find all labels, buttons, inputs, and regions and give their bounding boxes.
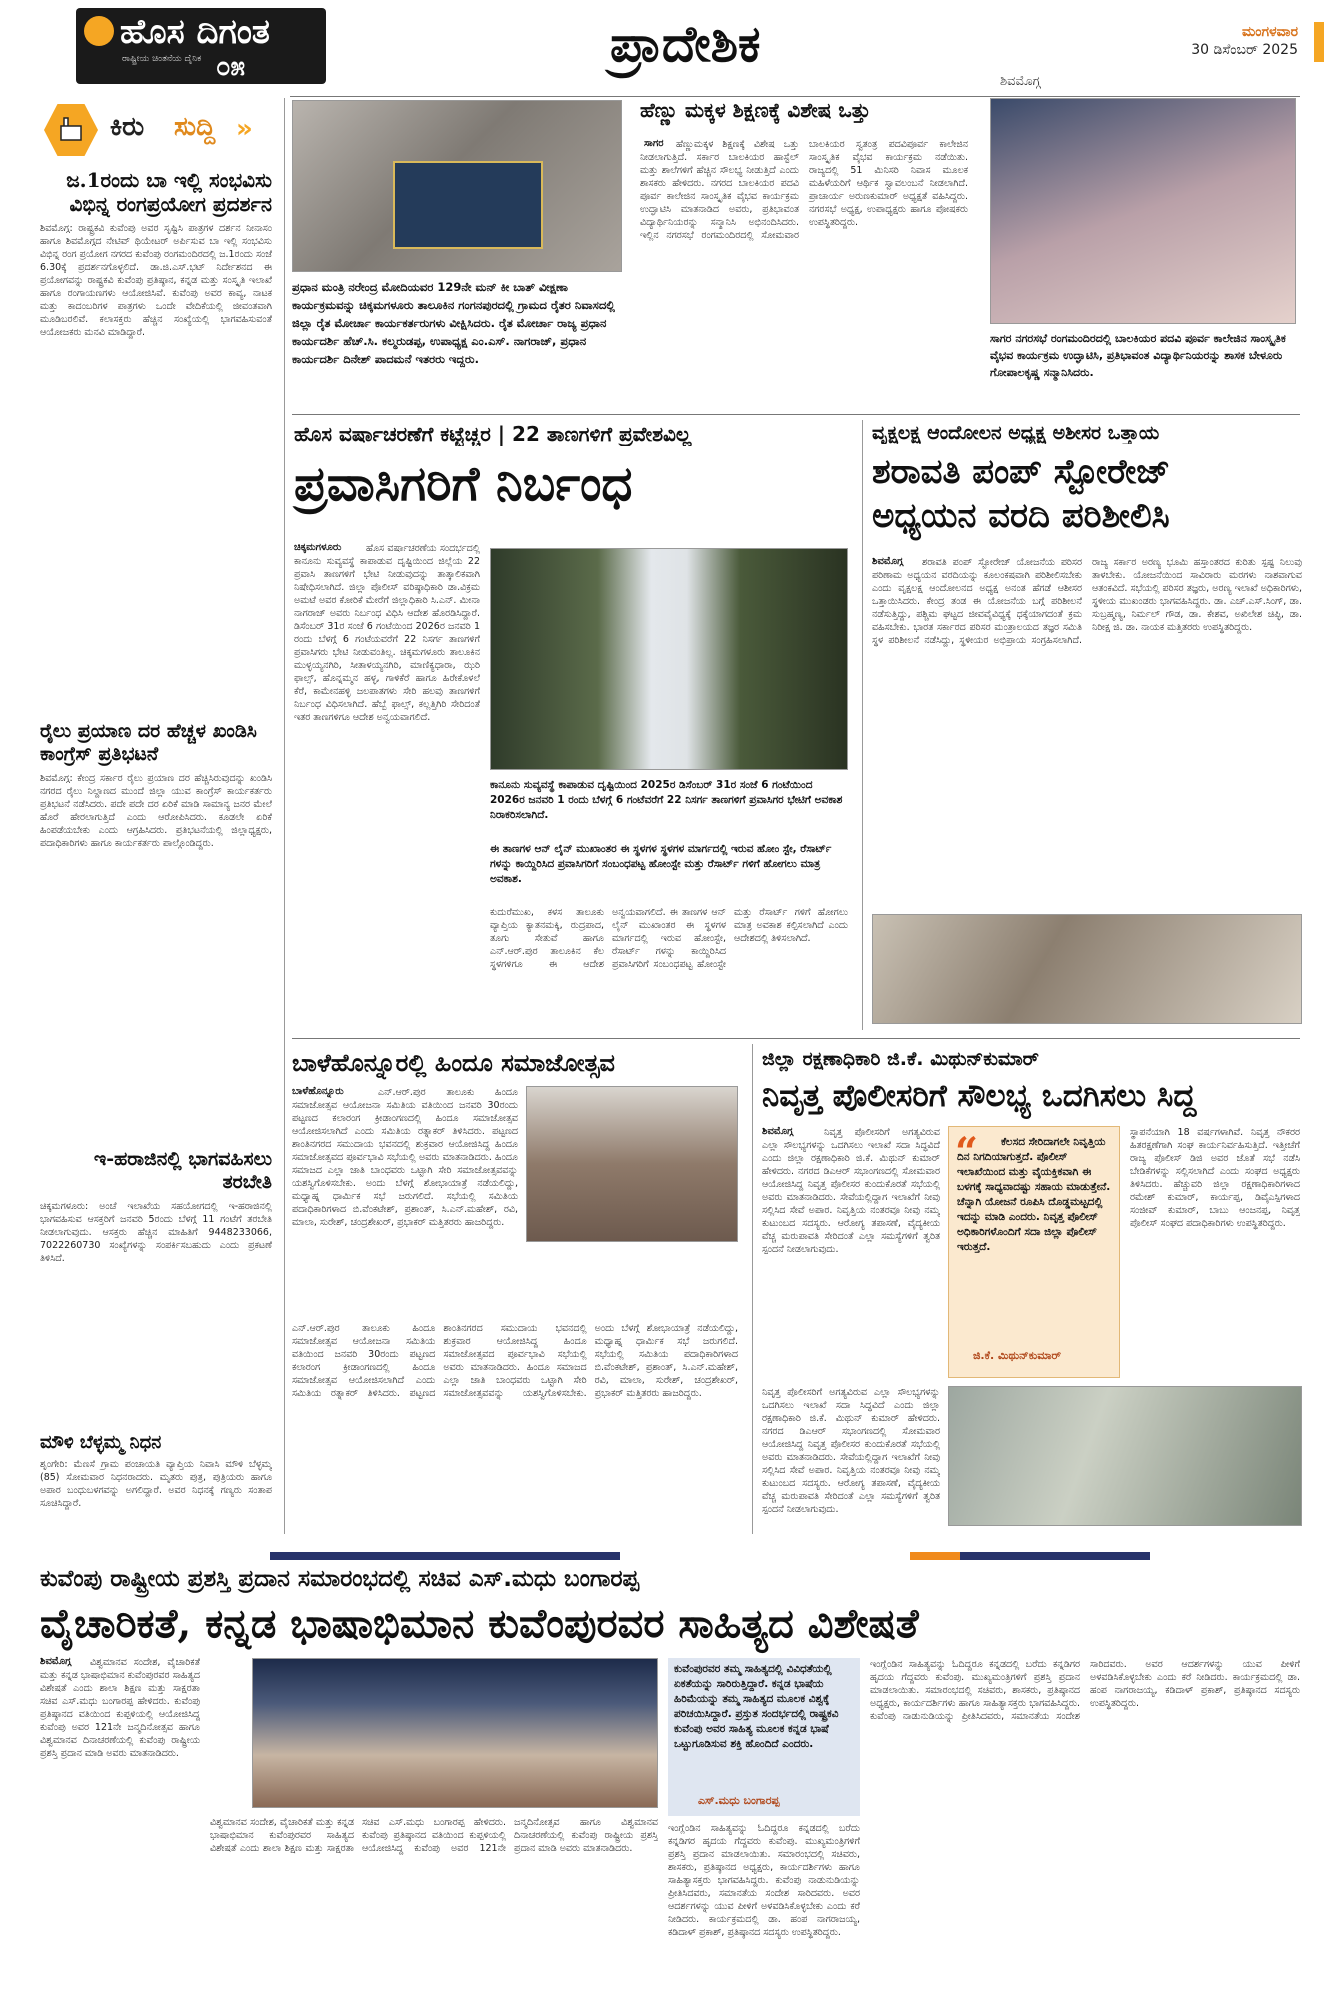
sharavathi-story xyxy=(872,420,1302,1030)
dateline: ಶಿವಮೊಗ್ಗ xyxy=(762,1126,794,1137)
section-rule xyxy=(292,414,1300,415)
body: ಹೆಣ್ಣುಮಕ್ಕಳ ಶಿಕ್ಷಣಕ್ಕೆ ವಿಶೇಷ ಒತ್ತು ನೀಡಲಾಗುತ್ತಿದೆ. ಸರ್ಕಾರ ಬಾಲಕಿಯರ ಹಾಸ್ಟೆಲ್ ಮತ್ತು ಶಾಲೆಗಳಿಗೆ ಹೆಚ್ಚಿನ ಸೌಲಭ್ಯ ನೀಡುತ್ತಿದೆ ಎಂದು ಶಾಸಕರು ಹೇಳಿದರು. ನಗರದ ಬಾಲಕಿಯರ ಪದವಿ ಪೂರ್ವ ಕಾಲೇಜಿನ ಸಾಂಸ್ಕೃತಿಕ ವೈಭವ ಕಾರ್ಯಕ್ರಮ ಉದ್ಘಾಟಿಸಿ ಮಾತನಾಡಿದ ಅವರು, ಪ್ರತಿಭಾವಂತ ವಿದ್ಯಾರ್ಥಿನಿಯರನ್ನು ಸನ್ಮಾನಿಸಿ ಅಭಿನಂದಿಸಿದರು. ಇಲ್ಲಿನ ನಗರಸಭೆ ರಂಗಮಂದಿರದಲ್ಲಿ ಸೋಮವಾರ ಬಾಲಕಿಯರ ಸ್ವತಂತ್ರ ಪದವಿಪೂರ್ವ ಕಾಲೇಜಿನ ಸಾಂಸ್ಕೃತಿಕ ವೈಭವ ಕಾರ್ಯಕ್ರಮ ನಡೆಯಿತು. ರಾಜ್ಯದಲ್ಲಿ 51 ಮಿನಿಸರಿ ನಿವಾಸ ಮೂಲಕ ಮಹಿಳೆಯರಿಗೆ ಆರ್ಥಿಕ ಸ್ವಾವಲಂಬನೆ ನೀಡಲಾಗಿದೆ. ಪ್ರಾಚಾರ್ಯ ಅರುಣಕುಮಾರ್ ಅಧ್ಯಕ್ಷತೆ ವಹಿಸಿದ್ದರು. ನಗರಸಭೆ ಅಧ್ಯಕ್ಷ, ಉಪಾಧ್ಯಕ್ಷರು ಹಾಗೂ ಪೋಷಕರು ಉಪಸ್ಥಿತರಿದ್ದರು. xyxy=(640,139,968,241)
column-rule xyxy=(284,98,285,1534)
group-photo xyxy=(526,1086,738,1242)
headline-2: ಅಧ್ಯಯನ ವರದಿ ಪರಿಶೀಲಿಸಿ xyxy=(872,496,1170,536)
masthead xyxy=(0,0,1338,98)
kicker: ಹೊಸ ವರ್ಷಾಚರಣೆಗೆ ಕಟ್ಟೆಚ್ಚರ | 22 ತಾಣಗಳಿಗೆ ಪ್ರವೇಶವಿಲ್ಲ xyxy=(294,422,692,446)
quote-box xyxy=(948,1126,1120,1378)
kirusuddi-badge xyxy=(40,100,270,160)
brief-1 xyxy=(40,168,272,698)
headline-1: ಶರಾವತಿ ಪಂಪ್ ಸ್ಟೋರೇಜ್ xyxy=(872,452,1171,492)
body-right-1: ಇಂಗ್ಲೆಂಡಿನ ಸಾಹಿತ್ಯವನ್ನು ಓದಿದ್ದರೂ ಕನ್ನಡದಲ್ಲಿ ಬರೆದು ಕನ್ನಡಿಗರ ಹೃದಯ ಗೆದ್ದವರು ಕುವೆಂಪು. ಮುಖ್ಯಮಂತ್ರಿಗಳಿಗೆ ಪ್ರಶಸ್ತಿ ಪ್ರದಾನ ಮಾಡಲಾಯಿತು. ಸಮಾರಂಭದಲ್ಲಿ ಸಚಿವರು, ಶಾಸಕರು, ಪ್ರತಿಷ್ಠಾನದ ಅಧ್ಯಕ್ಷರು, ಕಾರ್ಯದರ್ಶಿಗಳು ಹಾಗೂ ಸಾಹಿತ್ಯಾಸಕ್ತರು ಭಾಗವಹಿಸಿದ್ದರು. ಕುವೆಂಪು ನಾಡುನುಡಿಯನ್ನು ಪ್ರೀತಿಸಿದವರು, ಸಮಾನತೆಯ ಸಂದೇಶ ಸಾರಿದವರು. ಅವರ ಆದರ್ಶಗಳನ್ನು ಯುವ ಪೀಳಿಗೆ ಅಳವಡಿಸಿಕೊಳ್ಳಬೇಕು ಎಂದು ಕರೆ ನೀಡಿದರು. ಕಾರ್ಯಕ್ರಮದಲ್ಲಿ ಡಾ. ಹಂಪ ನಾಗರಾಜಯ್ಯ, ಕಡಿದಾಳ್ ಪ್ರಕಾಶ್, ಪ್ರತಿಷ್ಠಾನದ ಸದಸ್ಯರು ಉಪಸ್ಥಿತರಿದ್ದರು. xyxy=(668,1823,860,1938)
prize-photo xyxy=(990,98,1296,324)
paper-name: ಹೊಸ ದಿಗಂತ xyxy=(120,12,270,52)
caption-1: ಕಾನೂನು ಸುವ್ಯವಸ್ಥೆ ಕಾಪಾಡುವ ದೃಷ್ಟಿಯಿಂದ 2025ರ ಡಿಸೆಂಬರ್ 31ರ ಸಂಜೆ 6 ಗಂಟೆಯಿಂದ 2026ರ ಜನವರಿ 1 ರಂದು ಬೆಳಗ್ಗೆ 6 ಗಂಟೆವರೆಗೆ 22 ನಿಸರ್ಗ ತಾಣಗಳಿಗೆ ಪ್ರವಾಸಿಗರ ಭೇಟಿಗೆ ಅವಕಾಶ ನಿರಾಕರಿಸಲಾಗಿದೆ. xyxy=(490,779,843,821)
section-title: ಪ್ರಾದೇಶಿಕ xyxy=(610,14,761,73)
photo-caption: ಸಾಗರ ನಗರಸಭೆ ರಂಗಮಂದಿರದಲ್ಲಿ ಬಾಲಕಿಯರ ಪದವಿ ಪೂರ್ವ ಕಾಲೇಜಿನ ಸಾಂಸ್ಕೃತಿಕ ವೈಭವ ಕಾರ್ಯಕ್ರಮ ಉದ್ಘಾಟಿಸಿ, ಪ್ರತಿಭಾವಂತ ವಿದ್ಯಾರ್ಥಿನಿಯರನ್ನು ಶಾಸಕ ಬೇಳೂರು ಗೋಪಾಲಕೃಷ್ಣ ಸನ್ಮಾನಿಸಿದರು. xyxy=(990,332,1286,379)
meeting-photo xyxy=(872,914,1302,1024)
sun-logo-icon xyxy=(84,16,114,46)
police-photo xyxy=(948,1386,1302,1526)
headline: ಬಾಳೆಹೊನ್ನೂರಲ್ಲಿ ಹಿಂದೂ ಸಮಾಜೋತ್ಸವ xyxy=(292,1048,615,1077)
brief-headline: ಇ-ಹರಾಜಿನಲ್ಲಿ ಭಾಗವಹಿಸಲು ತರಬೇತಿ xyxy=(93,1148,272,1193)
quote-attribution: ಜಿ.ಕೆ. ಮಿಥುನ್‌ಕುಮಾರ್ xyxy=(973,1349,1061,1362)
body-left: ಹೊಸ ವರ್ಷಾಚರಣೆಯ ಸಂದರ್ಭದಲ್ಲಿ ಕಾನೂನು ಸುವ್ಯವಸ್ಥೆ ಕಾಪಾಡುವ ದೃಷ್ಟಿಯಿಂದ ಜಿಲ್ಲೆಯ 22 ಪ್ರವಾಸಿ ತಾಣಗಳಿಗೆ ಭೇಟಿ ನೀಡುವುದನ್ನು ತಾತ್ಕಾಲಿಕವಾಗಿ ನಿಷೇಧಿಸಲಾಗಿದೆ. ಜಿಲ್ಲಾ ಪೊಲೀಸ್ ವರಿಷ್ಠಾಧಿಕಾರಿ ಡಾ.ವಿಕ್ರಮ ಅಮಟೆ ಅವರ ಕೋರಿಕೆ ಮೇರೆಗೆ ಜಿಲ್ಲಾಧಿಕಾರಿ ಸಿ.ಎನ್. ಮೀನಾ ನಾಗರಾಜ್ ಅವರು ನಿರ್ಬಂಧ ವಿಧಿಸಿ ಆದೇಶ ಹೊರಡಿಸಿದ್ದಾರೆ. ಡಿಸೆಂಬರ್ 31ರ ಸಂಜೆ 6 ಗಂಟೆಯಿಂದ 2026ರ ಜನವರಿ 1 ರಂದು ಬೆಳಗ್ಗೆ 6 ಗಂಟೆಯವರೆಗೆ 22 ನಿಸರ್ಗ ತಾಣಗಳಿಗೆ ಪ್ರವಾಸಿಗರು ಭೇಟಿ ನೀಡುವಂತಿಲ್ಲ. ಚಿಕ್ಕಮಗಳೂರು ತಾಲೂಕಿನ ಮುಳ್ಳಯ್ಯನಗಿರಿ, ಸೀತಾಳಯ್ಯನಗಿರಿ, ಮಾಣಿಕ್ಯಧಾರಾ, ಝರಿ ಫಾಲ್ಸ್, ಹೊನ್ನಮ್ಮನ ಹಳ್ಳ, ಗಾಳಿಕೆರೆ ಹಾಗೂ ಹಿರೇಕೊಳಲೆ ಕೆರೆ, ಕಾಮೇನಹಳ್ಳಿ ಜಲಪಾತಗಳು ಸೇರಿ ಹಲವು ತಾಣಗಳಿಗೆ ನಿರ್ಬಂಧ ವಿಧಿಸಲಾಗಿದೆ. ಹೆಬ್ಬೆ ಫಾಲ್ಸ್, ಕಲ್ಲತ್ತಿಗಿರಿ ಸೇರಿದಂತೆ ಇತರ ತಾಣಗಳಿಗೂ ಆದೇಶ ಅನ್ವಯವಾಗಲಿದೆ. xyxy=(294,543,480,723)
pullquote-attribution: ಎಸ್.ಮಧು ಬಂಗಾರಪ್ಪ xyxy=(698,1794,780,1807)
body-middle: ವಿಶ್ವಮಾನವ ಸಂದೇಶ, ವೈಚಾರಿಕತೆ ಮತ್ತು ಕನ್ನಡ ಭಾಷಾಭಿಮಾನ ಕುವೆಂಪುರವರ ಸಾಹಿತ್ಯದ ವಿಶೇಷತೆ ಎಂದು ಶಾಲಾ ಶಿಕ್ಷಣ ಮತ್ತು ಸಾಕ್ಷರತಾ ಸಚಿವ ಎಸ್.ಮಧು ಬಂಗಾರಪ್ಪ ಹೇಳಿದರು. ಕುವೆಂಪು ಪ್ರತಿಷ್ಠಾನದ ವತಿಯಿಂದ ಕುಪ್ಪಳಿಯಲ್ಲಿ ಆಯೋಜಿಸಿದ್ದ ಕುವೆಂಪು ಅವರ 121ನೇ ಜನ್ಮದಿನೋತ್ಸವ ಹಾಗೂ ವಿಶ್ವಮಾನವ ದಿನಾಚರಣೆಯಲ್ಲಿ ಕುವೆಂಪು ರಾಷ್ಟ್ರೀಯ ಪ್ರಶಸ್ತಿ ಪ್ರದಾನ ಮಾಡಿ ಅವರು ಮಾತನಾಡಿದರು. xyxy=(210,1817,658,1854)
pullquote-box xyxy=(668,1658,860,1816)
police-story xyxy=(762,1044,1302,1534)
award-photo xyxy=(252,1658,658,1808)
body: ಶರಾವತಿ ಪಂಪ್ ಸ್ಟೋರೇಜ್ ಯೋಜನೆಯ ಪರಿಸರ ಪರಿಣಾಮ ಅಧ್ಯಯನ ವರದಿಯನ್ನು ಕೂಲಂಕಷವಾಗಿ ಪರಿಶೀಲಿಸಬೇಕು ಎಂದು ವೃಕ್ಷಲಕ್ಷ ಆಂದೋಲನದ ಅಧ್ಯಕ್ಷ ಅನಂತ ಹೆಗಡೆ ಆಶೀಸರ ಒತ್ತಾಯಿಸಿದರು. ಕೇಂದ್ರ ತಂಡ ಈ ಯೋಜನೆಯ ಬಗ್ಗೆ ಪರಿಶೀಲನೆ ನಡೆಸುತ್ತಿದ್ದು, ಪಶ್ಚಿಮ ಘಟ್ಟದ ಜೀವವೈವಿಧ್ಯಕ್ಕೆ ಧಕ್ಕೆಯಾಗದಂತೆ ಕ್ರಮ ವಹಿಸಬೇಕು. ಭಾರತ ಸರ್ಕಾರದ ಪರಿಸರ ಮಂತ್ರಾಲಯದ ತಜ್ಞರ ಸಮಿತಿ ಸ್ಥಳ ಪರಿಶೀಲನೆ ನಡೆಸಿದ್ದು, ಸ್ಥಳೀಯರ ಅಭಿಪ್ರಾಯ ಸಂಗ್ರಹಿಸಲಾಗಿದೆ. ರಾಜ್ಯ ಸರ್ಕಾರ ಅರಣ್ಯ ಭೂಮಿ ಹಸ್ತಾಂತರದ ಕುರಿತು ಸ್ಪಷ್ಟ ನಿಲುವು ತಾಳಬೇಕು. ಯೋಜನೆಯಿಂದ ಸಾವಿರಾರು ಮರಗಳು ನಾಶವಾಗುವ ಆತಂಕವಿದೆ. ಸಭೆಯಲ್ಲಿ ಪರಿಸರ ತಜ್ಞರು, ಅರಣ್ಯ ಇಲಾಖೆ ಅಧಿಕಾರಿಗಳು, ಸ್ಥಳೀಯ ಮುಖಂಡರು ಭಾಗವಹಿಸಿದ್ದರು. ಡಾ. ಎಚ್.ಎಸ್.ಸಿಂಗ್, ಡಾ. ಸುಬ್ರಹ್ಮಣ್ಯ, ನಿರ್ಮಲ್ ಗೌಡ, ಡಾ. ಕೇಶವ, ಅಖಿಲೇಶ ಚಿಪ್ಳಿ, ಡಾ. ನಿರೀಕ್ಷ ಜಿ. ಡಾ. ನಾಯಕ ಮತ್ತಿತರರು ಉಪಸ್ಥಿತರಿದ್ದರು. xyxy=(872,557,1302,646)
column-rule xyxy=(862,420,863,1030)
body-bottom: ಕುದುರೆಮುಖ, ಕಳಸ ತಾಲೂಕು ವ್ಯಾಪ್ತಿಯ ಕ್ಯಾತನಮಕ್ಕಿ, ರುದ್ರಪಾದ, ತೂಗು ಸೇತುವೆ ಹಾಗೂ ಎನ್.ಆರ್.ಪುರ ತಾಲೂಕಿನ ಕೆಲ ಸ್ಥಳಗಳಿಗೂ ಈ ಆದೇಶ ಅನ್ವಯವಾಗಲಿದೆ. ಈ ತಾಣಗಳ ಆನ್ ಲೈನ್ ಮುಖಾಂತರ ಈ ಸ್ಥಳಗಳ ಮಾರ್ಗದಲ್ಲಿ ಇರುವ ಹೋಂಸ್ಟೇ, ರೆಸಾರ್ಟ್ ಗಳನ್ನು ಕಾಯ್ದಿರಿಸಿದ ಪ್ರವಾಸಿಗರಿಗೆ ಸಂಬಂಧಪಟ್ಟ ಹೋಂಸ್ಟೇ ಮತ್ತು ರೆಸಾರ್ಟ್ ಗಳಿಗೆ ಹೋಗಲು ಮಾತ್ರ ಅವಕಾಶ ಕಲ್ಪಿಸಲಾಗಿದೆ ಎಂದು ಆದೇಶದಲ್ಲಿ ತಿಳಿಸಲಾಗಿದೆ. xyxy=(490,907,848,970)
brief-body: ಶೃಂಗೇರಿ: ಮೆಣಸೆ ಗ್ರಾಮ ಪಂಚಾಯತಿ ವ್ಯಾಪ್ತಿಯ ನಿವಾಸಿ ಮೌಳಿ ಬೆಳ್ಳಮ್ಮ (85) ಸೋಮವಾರ ನಿಧನರಾದರು. ಮೃತರು ಪುತ್ರ, ಪುತ್ರಿಯರು ಹಾಗೂ ಅಪಾರ ಬಂಧುಬಳಗವನ್ನು ಅಗಲಿದ್ದಾರೆ. ಅವರ ನಿಧನಕ್ಕೆ ಗಣ್ಯರು ಸಂತಾಪ ಸೂಚಿಸಿದ್ದಾರೆ. xyxy=(40,1459,272,1509)
headline: ವೈಚಾರಿಕತೆ, ಕನ್ನಡ ಭಾಷಾಭಿಮಾನ ಕುವೆಂಪುರವರ ಸಾಹಿತ್ಯದ ವಿಶೇಷತೆ xyxy=(40,1600,919,1647)
brief-2 xyxy=(40,720,272,1144)
masthead-rule xyxy=(290,96,1300,97)
headline: ಪ್ರವಾಸಿಗರಿಗೆ ನಿರ್ಬಂಧ xyxy=(294,456,633,512)
page-number: ೦೫ xyxy=(216,52,246,82)
strip-navy-2 xyxy=(960,1552,1150,1560)
kicker: ಕುವೆಂಪು ರಾಷ್ಟ್ರೀಯ ಪ್ರಶಸ್ತಿ ಪ್ರದಾನ ಸಮಾರಂಭದಲ್ಲಿ ಸಚಿವ ಎಸ್.ಮಧು ಬಂಗಾರಪ್ಪ xyxy=(40,1566,640,1592)
kirusuddi-column xyxy=(38,98,274,1534)
body-bottom: ಎನ್.ಆರ್.ಪುರ ತಾಲೂಕು ಹಿಂದೂ ಸಮಾಜೋತ್ಸವ ಆಯೋಜನಾ ಸಮಿತಿಯ ವತಿಯಿಂದ ಜನವರಿ 30ರಂದು ಪಟ್ಟಣದ ಕಲಾರಂಗ ಕ್ರೀಡಾಂಗಣದಲ್ಲಿ ಹಿಂದೂ ಸಮಾಜೋತ್ಸವ ಆಯೋಜಿಸಲಾಗಿದೆ ಎಂದು ಸಮಿತಿಯ ರತ್ನಾಕರ್ ತಿಳಿಸಿದರು. ಪಟ್ಟಣದ ಶಾಂತಿನಗರದ ಸಮುದಾಯ ಭವನದಲ್ಲಿ ಶುಕ್ರವಾರ ಆಯೋಜಿಸಿದ್ದ ಹಿಂದೂ ಸಮಾಜೋತ್ಸವದ ಪೂರ್ವಭಾವಿ ಸಭೆಯಲ್ಲಿ ಅವರು ಮಾತನಾಡಿದರು. ಹಿಂದೂ ಸಮಾಜದ ಎಲ್ಲಾ ಜಾತಿ ಬಾಂಧವರು ಒಟ್ಟಾಗಿ ಸೇರಿ ಸಮಾಜೋತ್ಸವವನ್ನು ಯಶಸ್ವಿಗೊಳಿಸಬೇಕು. ಅಂದು ಬೆಳಗ್ಗೆ ಶೋಭಾಯಾತ್ರೆ ನಡೆಯಲಿದ್ದು, ಮಧ್ಯಾಹ್ನ ಧಾರ್ಮಿಕ ಸಭೆ ಜರುಗಲಿದೆ. ಸಭೆಯಲ್ಲಿ ಸಮಿತಿಯ ಪದಾಧಿಕಾರಿಗಳಾದ ಬಿ.ವೆಂಕಟೇಶ್, ಪ್ರಶಾಂತ್, ಸಿ.ಎನ್.ಮಹೇಶ್, ರವಿ, ಮಾಲಾ, ಸುರೇಶ್, ಚಂದ್ರಶೇಖರ್, ಪ್ರಭಾಕರ್ ಮತ್ತಿತರರು ಹಾಜರಿದ್ದರು. xyxy=(292,1323,738,1399)
hand-icon xyxy=(44,104,98,156)
caption-2: ಈ ತಾಣಗಳ ಆನ್ ಲೈನ್ ಮುಖಾಂತರ ಈ ಸ್ಥಳಗಳ ಸ್ಥಳಗಳ ಮಾರ್ಗದಲ್ಲಿ ಇರುವ ಹೋಂ ಸ್ಟೇ, ರೆಸಾರ್ಟ್ ಗಳನ್ನು ಕಾಯ್ದಿರಿಸಿದ ಪ್ರವಾಸಿಗರಿಗೆ ಸಂಬಂಧಪಟ್ಟ ಹೋಂಸ್ಟೇ ಮತ್ತು ರೆಸಾರ್ಟ್ ಗಳಿಗೆ ಹೋಗಲು ಮಾತ್ರ ಅವಕಾಶ. xyxy=(490,843,832,885)
tagline: ರಾಷ್ಟ್ರೀಯ ಚಿಂತನೆಯ ದೈನಿಕ xyxy=(122,54,202,64)
body-left: ನಿವೃತ್ತ ಪೊಲೀಸರಿಗೆ ಅಗತ್ಯವಿರುವ ಎಲ್ಲಾ ಸೌಲಭ್ಯಗಳನ್ನು ಒದಗಿಸಲು ಇಲಾಖೆ ಸದಾ ಸಿದ್ಧವಿದೆ ಎಂದು ಜಿಲ್ಲಾ ರಕ್ಷಣಾಧಿಕಾರಿ ಜಿ.ಕೆ. ಮಿಥುನ್ ಕುಮಾರ್ ಹೇಳಿದರು. ನಗರದ ಡಿಎಆರ್ ಸಭಾಂಗಣದಲ್ಲಿ ಸೋಮವಾರ ಆಯೋಜಿಸಿದ್ದ ನಿವೃತ್ತ ಪೊಲೀಸರ ಕುಂದುಕೊರತೆ ಸಭೆಯಲ್ಲಿ ಅವರು ಮಾತನಾಡಿದರು. ಸೇವೆಯಲ್ಲಿದ್ದಾಗ ಇಲಾಖೆಗೆ ನೀವು ಸಲ್ಲಿಸಿದ ಸೇವೆ ಅಪಾರ. ನಿವೃತ್ತಿಯ ನಂತರವೂ ನೀವು ನಮ್ಮ ಕುಟುಂಬದ ಸದಸ್ಯರು. ಆರೋಗ್ಯ ತಪಾಸಣೆ, ವೈದ್ಯಕೀಯ ವೆಚ್ಚ ಮರುಪಾವತಿ ಸೇರಿದಂತೆ ಎಲ್ಲಾ ಸಮಸ್ಯೆಗಳಿಗೆ ತ್ವರಿತ ಸ್ಪಂದನೆ ನೀಡಲಾಗುವುದು. xyxy=(762,1127,940,1255)
mann-ki-baat-caption: ಪ್ರಧಾನ ಮಂತ್ರಿ ನರೇಂದ್ರ ಮೋದಿಯವರ 129ನೇ ಮನ್ ಕೀ ಬಾತ್ ವೀಕ್ಷಣಾ ಕಾರ್ಯಕ್ರಮವನ್ನು ಚಿಕ್ಕಮಗಳೂರು ತಾಲೂಕಿನ ಗಂಗನಪುರದಲ್ಲಿ ಗ್ರಾಮದ ರೈತರ ನಿವಾಸದಲ್ಲಿ ಜಿಲ್ಲಾ ರೈತ ಮೋರ್ಚಾ ಕಾರ್ಯಕರ್ತರುಗಳು ವೀಕ್ಷಿಸಿದರು. ರೈತ ಮೋರ್ಚಾ ರಾಜ್ಯ ಪ್ರಧಾನ ಕಾರ್ಯದರ್ಶಿ ಹೆಚ್.ಸಿ. ಕಲ್ಮರುಡಪ್ಪ, ಉಪಾಧ್ಯಕ್ಷ ಎಂ.ಎಸ್. ನಾಗರಾಜ್, ಪ್ರಧಾನ ಕಾರ್ಯದರ್ಶಿ ದಿನೇಶ್ ಪಾದಮನೆ ಇತರರು ಇದ್ದರು. xyxy=(292,280,615,366)
kirusuddi-label-a: ಕಿರು xyxy=(110,112,145,142)
dateline: ಶಿವಮೊಗ್ಗ xyxy=(40,1656,72,1667)
event-banner xyxy=(393,161,543,249)
brief-body: ಶಿವಮೊಗ್ಗ: ರಾಷ್ಟ್ರಕವಿ ಕುವೆಂಪು ಅವರ ಸೃಷ್ಟಿಸಿ ಪಾತ್ರಗಳ ದರ್ಶನ ನೀನಾಸಂ ಹಾಗೂ ಶಿವಮೊಗ್ಗದ ನೇಟಿವ್ ಥಿಯೇಟರ್ ಅರ್ಪಿಸುವ ಬಾ ಇಲ್ಲಿ ಸಂಭವಿಸು ವಿಭಿನ್ನ ರಂಗ ಪ್ರಯೋಗ ನಗರದ ಕುವೆಂಪು ರಂಗಮಂದಿರದಲ್ಲಿ ಜ.1ರಂದು ಸಂಜೆ 6.30ಕ್ಕೆ ಪ್ರದರ್ಶನಗೊಳ್ಳಲಿದೆ. ಡಾ.ಜಿ.ಎಸ್.ಭಟ್ ನಿರ್ದೇಶನದ ಈ ಪ್ರಯೋಗವನ್ನು ರಾಷ್ಟ್ರಕವಿ ಕುವೆಂಪು ಪ್ರತಿಷ್ಠಾನ, ಕನ್ನಡ ಮತ್ತು ಸಂಸ್ಕೃತಿ ಇಲಾಖೆ ಹಾಗೂ ರಂಗಾಯಣಗಳು ಆಯೋಜಿಸಿವೆ. ಕುವೆಂಪು ಅವರ ಕಾವ್ಯ, ನಾಟಕ ಮತ್ತು ಕಾದಂಬರಿಗಳ ಪಾತ್ರಗಳು ಒಂದೇ ವೇದಿಕೆಯಲ್ಲಿ ಜೀವಂತವಾಗಿ ಮೂಡಿಬರಲಿವೆ. ಕಲಾಸಕ್ತರು ಹೆಚ್ಚಿನ ಸಂಖ್ಯೆಯಲ್ಲಿ ಭಾಗವಹಿಸುವಂತೆ ಆಯೋಜಕರು ಮನವಿ ಮಾಡಿದ್ದಾರೆ. xyxy=(40,223,272,338)
headline: ಹೆಣ್ಣು ಮಕ್ಕಳ ಶಿಕ್ಷಣಕ್ಕೆ ವಿಶೇಷ ಒತ್ತು xyxy=(640,98,871,122)
brief-headline: ಮೌಳಿ ಬೆಳ್ಳಮ್ಮ ನಿಧನ xyxy=(40,1432,162,1453)
section-strip xyxy=(40,1552,1302,1560)
body-top: ಎನ್.ಆರ್.ಪುರ ತಾಲೂಕು ಹಿಂದೂ ಸಮಾಜೋತ್ಸವ ಆಯೋಜನಾ ಸಮಿತಿಯ ವತಿಯಿಂದ ಜನವರಿ 30ರಂದು ಪಟ್ಟಣದ ಕಲಾರಂಗ ಕ್ರೀಡಾಂಗಣದಲ್ಲಿ ಹಿಂದೂ ಸಮಾಜೋತ್ಸವ ಆಯೋಜಿಸಲಾಗಿದೆ ಎಂದು ಸಮಿತಿಯ ರತ್ನಾಕರ್ ತಿಳಿಸಿದರು. ಪಟ್ಟಣದ ಶಾಂತಿನಗರದ ಸಮುದಾಯ ಭವನದಲ್ಲಿ ಶುಕ್ರವಾರ ಆಯೋಜಿಸಿದ್ದ ಹಿಂದೂ ಸಮಾಜೋತ್ಸವದ ಪೂರ್ವಭಾವಿ ಸಭೆಯಲ್ಲಿ ಅವರು ಮಾತನಾಡಿದರು. ಹಿಂದೂ ಸಮಾಜದ ಎಲ್ಲಾ ಜಾತಿ ಬಾಂಧವರು ಒಟ್ಟಾಗಿ ಸೇರಿ ಸಮಾಜೋತ್ಸವವನ್ನು ಯಶಸ್ವಿಗೊಳಿಸಬೇಕು. ಅಂದು ಬೆಳಗ್ಗೆ ಶೋಭಾಯಾತ್ರೆ ನಡೆಯಲಿದ್ದು, ಮಧ್ಯಾಹ್ನ ಧಾರ್ಮಿಕ ಸಭೆ ಜರುಗಲಿದೆ. ಸಭೆಯಲ್ಲಿ ಸಮಿತಿಯ ಪದಾಧಿಕಾರಿಗಳಾದ ಬಿ.ವೆಂಕಟೇಶ್, ಪ್ರಶಾಂತ್, ಸಿ.ಎನ್.ಮಹೇಶ್, ರವಿ, ಮಾಲಾ, ಸುರೇಶ್, ಚಂದ್ರಶೇಖರ್, ಪ್ರಭಾಕರ್ ಮತ್ತಿತರರು ಹಾಜರಿದ್ದರು. xyxy=(292,1087,518,1228)
kirusuddi-label-b: ಸುದ್ದಿ xyxy=(174,112,216,142)
dateline: ಶಿವಮೊಗ್ಗ xyxy=(872,556,904,567)
body-bottom: ನಿವೃತ್ತ ಪೊಲೀಸರಿಗೆ ಅಗತ್ಯವಿರುವ ಎಲ್ಲಾ ಸೌಲಭ್ಯಗಳನ್ನು ಒದಗಿಸಲು ಇಲಾಖೆ ಸದಾ ಸಿದ್ಧವಿದೆ ಎಂದು ಜಿಲ್ಲಾ ರಕ್ಷಣಾಧಿಕಾರಿ ಜಿ.ಕೆ. ಮಿಥುನ್ ಕುಮಾರ್ ಹೇಳಿದರು. ನಗರದ ಡಿಎಆರ್ ಸಭಾಂಗಣದಲ್ಲಿ ಸೋಮವಾರ ಆಯೋಜಿಸಿದ್ದ ನಿವೃತ್ತ ಪೊಲೀಸರ ಕುಂದುಕೊರತೆ ಸಭೆಯಲ್ಲಿ ಅವರು ಮಾತನಾಡಿದರು. ಸೇವೆಯಲ್ಲಿದ್ದಾಗ ಇಲಾಖೆಗೆ ನೀವು ಸಲ್ಲಿಸಿದ ಸೇವೆ ಅಪಾರ. ನಿವೃತ್ತಿಯ ನಂತರವೂ ನೀವು ನಮ್ಮ ಕುಟುಂಬದ ಸದಸ್ಯರು. ಆರೋಗ್ಯ ತಪಾಸಣೆ, ವೈದ್ಯಕೀಯ ವೆಚ್ಚ ಮರುಪಾವತಿ ಸೇರಿದಂತೆ ಎಲ್ಲಾ ಸಮಸ್ಯೆಗಳಿಗೆ ತ್ವರಿತ ಸ್ಪಂದನೆ ನೀಡಲಾಗುವುದು. xyxy=(762,1387,940,1515)
hindu-samaj-story xyxy=(292,1044,742,1534)
mann-ki-baat-photo xyxy=(292,100,622,272)
quote-icon: “ xyxy=(955,1129,979,1176)
girls-edu-story xyxy=(640,98,1300,410)
brief-headline: ರೈಲು ಪ್ರಯಾಣ ದರ ಹೆಚ್ಚಳ ಖಂಡಿಸಿ ಕಾಂಗ್ರೆಸ್ ಪ್ರತಿಭಟನೆ xyxy=(40,720,257,765)
weekday: ಮಂಗಳವಾರ xyxy=(1241,24,1298,40)
edition: ಶಿವಮೊಗ್ಗ xyxy=(1000,74,1041,89)
pullquote-text: ಕುವೆಂಪುರವರ ತಮ್ಮ ಸಾಹಿತ್ಯದಲ್ಲಿ ವಿವಿಧತೆಯಲ್ಲಿ ಏಕತೆಯನ್ನು ಸಾರಿರುತ್ತಿದ್ದಾರೆ. ಕನ್ನಡ ಭಾಷೆಯ ಹಿರಿಮೆಯನ್ನು ತಮ್ಮ ಸಾಹಿತ್ಯದ ಮೂಲಕ ವಿಶ್ವಕ್ಕೆ ಪರಿಚಯಿಸಿದ್ದಾರೆ. ಪ್ರಸ್ತುತ ಸಂದರ್ಭದಲ್ಲಿ ರಾಷ್ಟ್ರಕವಿ ಕುವೆಂಪು ಅವರ ಸಾಹಿತ್ಯ ಮೂಲಕ ಕನ್ನಡ ಭಾಷೆ ಒಟ್ಟುಗೂಡಿಸುವ ಶಕ್ತಿ ಹೊಂದಿದೆ ಎಂದರು. xyxy=(674,1663,839,1750)
quote-text: ಕೆಲಸದ ಸೇರಿದಾಗಲೇ ನಿವೃತ್ತಿಯ ದಿನ ನಿಗದಿಯಾಗುತ್ತದೆ. ಪೊಲೀಸ್ ಇಲಾಖೆಯಿಂದ ಮತ್ತು ವೈಯಕ್ತಿಕವಾಗಿ ಈ ಬಳಗಕ್ಕೆ ಸಾಧ್ಯವಾದಷ್ಟು ಸಹಾಯ ಮಾಡುತ್ತೇನೆ. ಚೆನ್ನಾಗಿ ಯೋಜನೆ ರೂಪಿಸಿ ದೊಡ್ಡಮಟ್ಟದಲ್ಲಿ ಇದನ್ನು ಮಾಡಿ ಎಂದರು. ನಿವೃತ್ತ ಪೊಲೀಸ್ ಅಧಿಕಾರಿಗಳೊಂದಿಗೆ ಸದಾ ಜಿಲ್ಲಾ ಪೊಲೀಸ್ ಇರುತ್ತದೆ. xyxy=(957,1136,1111,1253)
brief-body: ಚಿಕ್ಕಮಗಳೂರು: ಅಂಚೆ ಇಲಾಖೆಯ ಸಹಯೋಗದಲ್ಲಿ ಇ-ಹರಾಜಿನಲ್ಲಿ ಭಾಗವಹಿಸುವ ಆಸಕ್ತರಿಗೆ ಜನವರಿ 5ರಂದು ಬೆಳಗ್ಗೆ 11 ಗಂಟೆಗೆ ತರಬೇತಿ ನೀಡಲಾಗುವುದು. ಆಸಕ್ತರು ಹೆಚ್ಚಿನ ಮಾಹಿತಿಗೆ 9448233066, 7022260730 ಸಂಖ್ಯೆಗಳನ್ನು ಸಂಪರ್ಕಿಸಬಹುದು ಎಂದು ಪ್ರಕಟಣೆ ತಿಳಿಸಿದೆ. xyxy=(40,1201,272,1264)
accent-bar xyxy=(1314,22,1324,62)
brand-block xyxy=(76,8,326,84)
kuvempu-story xyxy=(40,1566,1302,1996)
headline: ನಿವೃತ್ತ ಪೊಲೀಸರಿಗೆ ಸೌಲಭ್ಯ ಒದಗಿಸಲು ಸಿದ್ದ xyxy=(762,1078,1197,1114)
kicker: ವೃಕ್ಷಲಕ್ಷ ಆಂದೋಲನ ಅಧ್ಯಕ್ಷ ಅಶೀಸರ ಒತ್ತಾಯ xyxy=(872,422,1160,444)
waterfall-photo xyxy=(490,548,848,770)
section-rule xyxy=(292,1038,1300,1039)
chevrons-icon: » xyxy=(236,114,253,144)
dateline: ಚಿಕ್ಕಮಗಳೂರು xyxy=(294,542,342,553)
tourists-story xyxy=(292,420,852,1040)
date: 30 ಡಿಸೆಂಬರ್ 2025 xyxy=(1191,42,1298,58)
brief-4 xyxy=(40,1432,272,1534)
body-right-2: ಇಂಗ್ಲೆಂಡಿನ ಸಾಹಿತ್ಯವನ್ನು ಓದಿದ್ದರೂ ಕನ್ನಡದಲ್ಲಿ ಬರೆದು ಕನ್ನಡಿಗರ ಹೃದಯ ಗೆದ್ದವರು ಕುವೆಂಪು. ಮುಖ್ಯಮಂತ್ರಿಗಳಿಗೆ ಪ್ರಶಸ್ತಿ ಪ್ರದಾನ ಮಾಡಲಾಯಿತು. ಸಮಾರಂಭದಲ್ಲಿ ಸಚಿವರು, ಶಾಸಕರು, ಪ್ರತಿಷ್ಠಾನದ ಅಧ್ಯಕ್ಷರು, ಕಾರ್ಯದರ್ಶಿಗಳು ಹಾಗೂ ಸಾಹಿತ್ಯಾಸಕ್ತರು ಭಾಗವಹಿಸಿದ್ದರು. ಕುವೆಂಪು ನಾಡುನುಡಿಯನ್ನು ಪ್ರೀತಿಸಿದವರು, ಸಮಾನತೆಯ ಸಂದೇಶ ಸಾರಿದವರು. ಅವರ ಆದರ್ಶಗಳನ್ನು ಯುವ ಪೀಳಿಗೆ ಅಳವಡಿಸಿಕೊಳ್ಳಬೇಕು ಎಂದು ಕರೆ ನೀಡಿದರು. ಕಾರ್ಯಕ್ರಮದಲ್ಲಿ ಡಾ. ಹಂಪ ನಾಗರಾಜಯ್ಯ, ಕಡಿದಾಳ್ ಪ್ರಕಾಶ್, ಪ್ರತಿಷ್ಠಾನದ ಸದಸ್ಯರು ಉಪಸ್ಥಿತರಿದ್ದರು. xyxy=(870,1659,1300,1722)
body-left: ವಿಶ್ವಮಾನವ ಸಂದೇಶ, ವೈಚಾರಿಕತೆ ಮತ್ತು ಕನ್ನಡ ಭಾಷಾಭಿಮಾನ ಕುವೆಂಪುರವರ ಸಾಹಿತ್ಯದ ವಿಶೇಷತೆ ಎಂದು ಶಾಲಾ ಶಿಕ್ಷಣ ಮತ್ತು ಸಾಕ್ಷರತಾ ಸಚಿವ ಎಸ್.ಮಧು ಬಂಗಾರಪ್ಪ ಹೇಳಿದರು. ಕುವೆಂಪು ಪ್ರತಿಷ್ಠಾನದ ವತಿಯಿಂದ ಕುಪ್ಪಳಿಯಲ್ಲಿ ಆಯೋಜಿಸಿದ್ದ ಕುವೆಂಪು ಅವರ 121ನೇ ಜನ್ಮದಿನೋತ್ಸವ ಹಾಗೂ ವಿಶ್ವಮಾನವ ದಿನಾಚರಣೆಯಲ್ಲಿ ಕುವೆಂಪು ರಾಷ್ಟ್ರೀಯ ಪ್ರಶಸ್ತಿ ಪ್ರದಾನ ಮಾಡಿ ಅವರು ಮಾತನಾಡಿದರು. xyxy=(40,1657,200,1759)
column-rule xyxy=(752,1044,753,1534)
strip-navy xyxy=(270,1552,620,1560)
brief-headline: ಜ.1ರಂದು ಬಾ ಇಲ್ಲಿ ಸಂಭವಿಸು ವಿಭಿನ್ನ ರಂಗಪ್ರಯೋಗ ಪ್ರದರ್ಶನ xyxy=(66,168,272,216)
kicker: ಜಿಲ್ಲಾ ರಕ್ಷಣಾಧಿಕಾರಿ ಜಿ.ಕೆ. ಮಿಥುನ್‌ಕುಮಾರ್ xyxy=(762,1048,1039,1070)
body-right: ಸ್ಥಾಪನೆಯಾಗಿ 18 ವರ್ಷಗಳಾಗಿವೆ. ನಿವೃತ್ತ ನೌಕರರ ಹಿತರಕ್ಷಣೆಗಾಗಿ ಸಂಘ ಕಾರ್ಯನಿರ್ವಹಿಸುತ್ತಿದೆ. ಇತ್ತೀಚೆಗೆ ರಾಜ್ಯ ಪೊಲೀಸ್ ಡಿಜಿ ಅವರ ಜೊತೆ ಸಭೆ ನಡೆಸಿ ಬೇಡಿಕೆಗಳನ್ನು ಸಲ್ಲಿಸಲಾಗಿದೆ ಎಂದು ಸಂಘದ ಅಧ್ಯಕ್ಷರು ತಿಳಿಸಿದರು. ಹೆಚ್ಚುವರಿ ಜಿಲ್ಲಾ ರಕ್ಷಣಾಧಿಕಾರಿಗಳಾದ ರಮೇಶ್ ಕುಮಾರ್, ಕಾರ್ಯಪ್ಪ, ಡಿವೈಎಸ್ಪಿಗಳಾದ ಸಂಜೀವ್ ಕುಮಾರ್, ಬಾಬು ಆಂಜನಪ್ಪ, ನಿವೃತ್ತ ಪೊಲೀಸ್ ಸಂಘದ ಪದಾಧಿಕಾರಿಗಳು ಉಪಸ್ಥಿತರಿದ್ದರು. xyxy=(1130,1127,1300,1229)
dateline: ಬಾಳೆಹೊನ್ನೂರು xyxy=(292,1086,344,1097)
brief-3 xyxy=(40,1148,272,1440)
brief-body: ಶಿವಮೊಗ್ಗ: ಕೇಂದ್ರ ಸರ್ಕಾರ ರೈಲು ಪ್ರಯಾಣ ದರ ಹೆಚ್ಚಿಸಿರುವುದನ್ನು ಖಂಡಿಸಿ ನಗರದ ರೈಲು ನಿಲ್ದಾಣದ ಮುಂದೆ ಜಿಲ್ಲಾ ಯುವ ಕಾಂಗ್ರೆಸ್ ಕಾರ್ಯಕರ್ತರು ಪ್ರತಿಭಟನೆ ನಡೆಸಿದರು. ಪದೇ ಪದೇ ದರ ಏರಿಕೆ ಮಾಡಿ ಸಾಮಾನ್ಯ ಜನರ ಮೇಲೆ ಹೊರೆ ಹೇರಲಾಗುತ್ತಿದೆ ಎಂದು ಆರೋಪಿಸಿದರು. ಕೂಡಲೇ ಏರಿಕೆ ಹಿಂಪಡೆಯಬೇಕು ಎಂದು ಆಗ್ರಹಿಸಿದರು. ಪ್ರತಿಭಟನೆಯಲ್ಲಿ ಜಿಲ್ಲಾಧ್ಯಕ್ಷರು, ಪದಾಧಿಕಾರಿಗಳು ಹಾಗೂ ಕಾರ್ಯಕರ್ತರು ಪಾಲ್ಗೊಂಡಿದ್ದರು. xyxy=(40,773,272,849)
strip-orange xyxy=(910,1552,960,1560)
dateline: ಸಾಗರ xyxy=(644,138,664,149)
